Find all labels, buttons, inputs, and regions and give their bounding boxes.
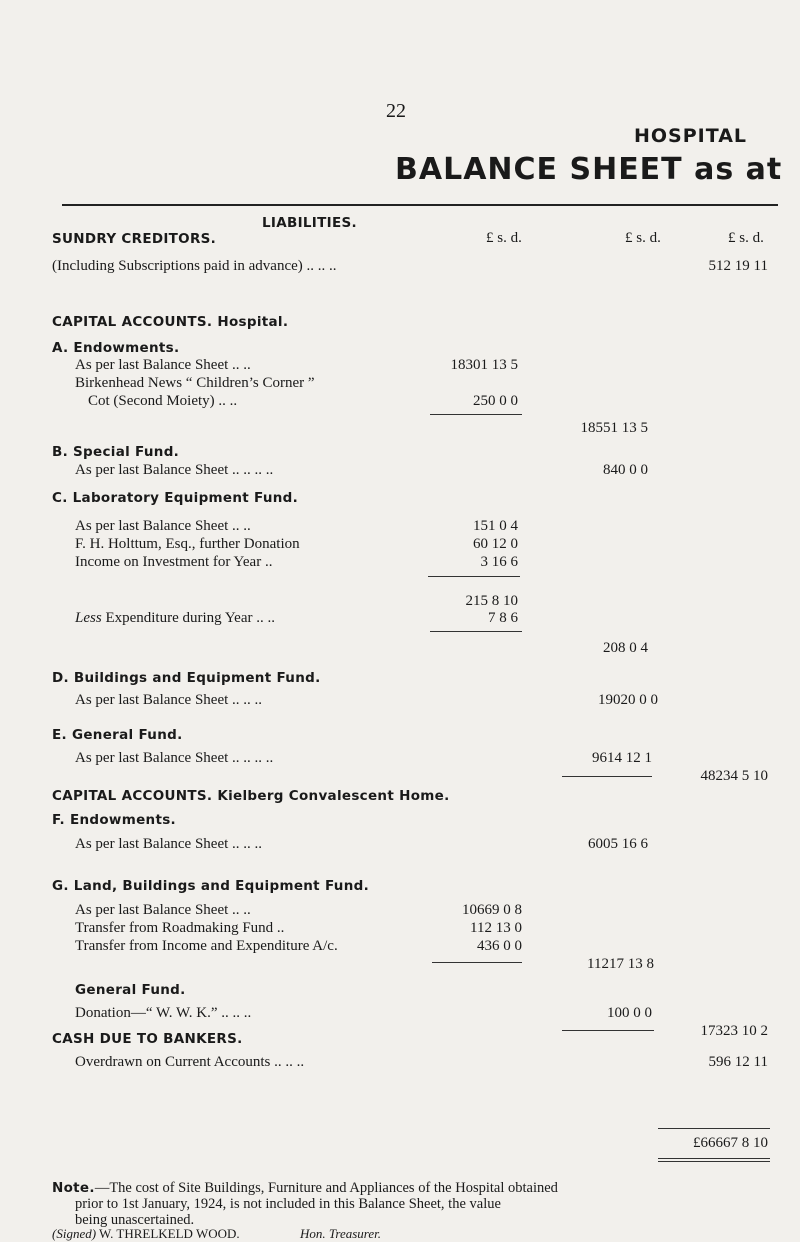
a-line-1: As per last Balance Sheet .. .. [75,357,251,373]
header-rule [62,204,778,206]
a-value-1: 18301 13 5 [450,357,518,373]
note-line-2: prior to 1st January, 1924, is not included in this Balance Sheet, the value [75,1196,501,1212]
note-text-1: —The cost of Site Buildings, Furniture and Appliances of the Hospital obtained [94,1180,558,1196]
c-value-4: 7 8 6 [488,610,518,626]
cash-total: 596 12 11 [708,1054,768,1070]
grand-total: £66667 8 10 [693,1135,768,1151]
c-value-1: 151 0 4 [473,518,518,534]
g-value-3: 436 0 0 [477,938,522,954]
g-value-2: 112 13 0 [470,920,522,936]
note-line-3: being unascertained. [75,1212,195,1228]
e-total: 9614 12 1 [592,750,652,766]
f-line-1: As per last Balance Sheet .. .. .. [75,836,263,852]
signature-line [52,1226,240,1242]
e-heading: E. General Fund. [52,727,183,743]
cash-heading: CASH DUE TO BANKERS. [52,1031,243,1047]
d-total: 19020 0 0 [598,692,658,708]
c-less-word: Less [75,610,102,626]
a-line-3: Cot (Second Moiety) .. .. [88,393,238,409]
column-header-3: £ s. d. [728,230,764,246]
sundry-line: (Including Subscriptions paid in advance) .. .. .. [52,258,337,274]
b-total: 840 0 0 [603,462,648,478]
b-heading: B. Special Fund. [52,444,180,460]
c-heading: C. Laboratory Equipment Fund. [52,490,299,506]
kielberg-grand-total: 17323 10 2 [700,1023,768,1039]
column-header-1: £ s. d. [486,230,522,246]
page-title: BALANCE SHEET as at [395,152,783,187]
column-header-2: £ s. d. [625,230,661,246]
header-hospital: HOSPITAL [634,125,748,147]
a-total: 18551 13 5 [580,420,648,436]
d-heading: D. Buildings and Equipment Fund. [52,670,321,686]
signature-signed: (Signed) [52,1226,97,1241]
c-line-2: F. H. Holttum, Esq., further Donation [75,536,300,552]
sundry-total: 512 19 11 [708,258,768,274]
g-value-1: 10669 0 8 [462,902,522,918]
e-line-1: As per last Balance Sheet .. .. .. .. [75,750,274,766]
b-line-1: As per last Balance Sheet .. .. .. .. [75,462,274,478]
c-value-3: 3 16 6 [480,554,518,570]
general-fund-line-1: Donation—“ W. W. K.” .. .. .. [75,1005,252,1021]
d-line-1: As per last Balance Sheet .. .. .. [75,692,263,708]
c-less-rule [430,631,522,632]
cash-line-1: Overdrawn on Current Accounts .. .. .. [75,1054,305,1070]
g-heading: G. Land, Buildings and Equipment Fund. [52,878,370,894]
c-less-rest: Expenditure during Year .. .. [101,610,275,626]
cap-hospital-heading: CAPITAL ACCOUNTS. Hospital. [52,314,289,330]
general-fund-heading: General Fund. [75,982,186,998]
c-line-3: Income on Investment for Year .. [75,554,273,570]
note-line-1 [52,1180,558,1197]
a-heading: A. Endowments. [52,340,180,356]
f-total: 6005 16 6 [588,836,648,852]
general-fund-rule [562,1030,654,1031]
note-label: Note. [52,1180,95,1196]
cap-kielberg-heading: CAPITAL ACCOUNTS. Kielberg Convalescent Home. [52,788,450,804]
f-heading: F. Endowments. [52,812,176,828]
e-subtotal-rule [562,776,652,777]
g-subtotal-rule [432,962,522,963]
grand-total-rule-bottom-1 [658,1158,770,1159]
signature-title: Hon. Treasurer. [300,1226,382,1241]
grand-total-rule-top [658,1128,770,1129]
a-line-2: Birkenhead News “ Children’s Corner ” [75,375,315,391]
c-subtotal: 215 8 10 [465,593,518,609]
grand-total-rule-bottom-2 [658,1161,770,1162]
liabilities-label: LIABILITIES. [262,215,357,231]
a-subtotal-rule [430,414,522,415]
c-value-2: 60 12 0 [473,536,518,552]
g-line-1: As per last Balance Sheet .. .. [75,902,251,918]
g-line-2: Transfer from Roadmaking Fund .. [75,920,285,936]
hospital-grand-total: 48234 5 10 [700,768,768,784]
page-number: 22 [386,100,406,122]
signature-name: W. THRELKELD WOOD. [96,1226,240,1241]
sundry-creditors-heading: SUNDRY CREDITORS. [52,231,217,247]
c-subtotal-rule [428,576,520,577]
g-total: 11217 13 8 [587,956,654,972]
c-line-1: As per last Balance Sheet .. .. [75,518,251,534]
c-less-line [75,610,275,627]
g-line-3: Transfer from Income and Expenditure A/c. [75,938,338,954]
general-fund-total: 100 0 0 [607,1005,652,1021]
a-value-3: 250 0 0 [473,393,518,409]
c-total: 208 0 4 [603,640,648,656]
